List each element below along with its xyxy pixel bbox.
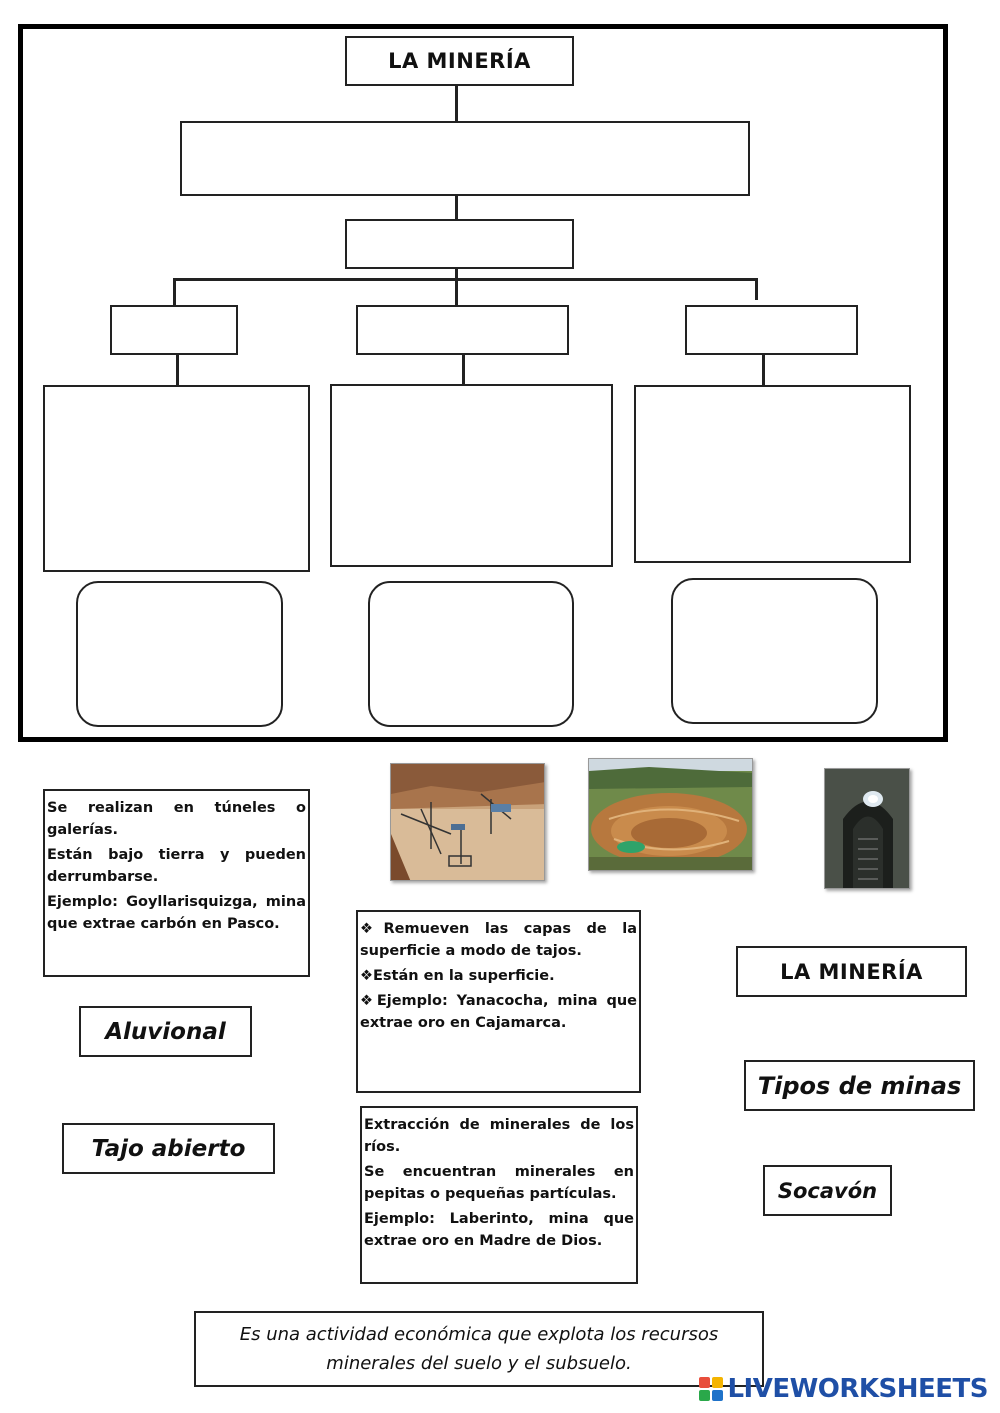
concept-map-title: LA MINERÍA xyxy=(345,36,574,86)
drop-box-description-2[interactable] xyxy=(330,384,613,567)
drop-box-category[interactable] xyxy=(345,219,574,269)
drop-box-type-3[interactable] xyxy=(685,305,858,355)
image-socavon-mining[interactable] xyxy=(824,768,910,889)
card-text: ❖Remueven las capas de la superficie a modo de tajos. xyxy=(360,921,637,959)
alluvial-mining-photo-icon xyxy=(391,764,545,881)
image-aluvional-mining[interactable] xyxy=(390,763,545,881)
card-la-mineria-label[interactable]: LA MINERÍA xyxy=(736,946,967,997)
card-text: Están bajo tierra y pueden derrumbarse. xyxy=(47,847,306,885)
brand-name: LIVEWORKSHEETS xyxy=(727,1374,988,1404)
connector xyxy=(462,354,465,385)
connector xyxy=(173,278,176,306)
connector xyxy=(176,354,179,386)
card-tajo-description[interactable] xyxy=(356,910,641,1093)
drop-box-description-3[interactable] xyxy=(634,385,911,563)
card-text: Extracción de minerales de los ríos. xyxy=(364,1117,634,1155)
card-definition[interactable]: Es una actividad económica que explota los recursos minerales del suelo y el subsuelo. xyxy=(194,1311,764,1387)
tunnel-mining-photo-icon xyxy=(825,769,910,889)
connector xyxy=(762,354,765,386)
drop-box-definition[interactable] xyxy=(180,121,750,196)
open-pit-mining-photo-icon xyxy=(589,759,753,871)
drop-box-type-1[interactable] xyxy=(110,305,238,355)
card-aluvional-description[interactable] xyxy=(360,1106,638,1284)
connector xyxy=(455,86,458,122)
drop-box-description-1[interactable] xyxy=(43,385,310,572)
drop-box-image-1[interactable] xyxy=(76,581,283,727)
liveworksheets-logo-icon xyxy=(699,1377,723,1401)
card-text: Ejemplo: Laberinto, mina que extrae oro en Madre de Dios. xyxy=(364,1211,634,1249)
card-text: Se encuentran minerales en pepitas o pequeñas partículas. xyxy=(364,1164,634,1202)
drop-box-image-2[interactable] xyxy=(368,581,574,727)
connector xyxy=(455,268,458,306)
card-tajo-abierto-label[interactable]: Tajo abierto xyxy=(62,1123,275,1174)
card-text: ❖Ejemplo: Yanacocha, mina que extrae oro en Cajamarca. xyxy=(360,993,637,1031)
card-socavon-description[interactable] xyxy=(43,789,310,977)
connector xyxy=(173,278,757,281)
card-text: ❖Están en la superficie. xyxy=(360,968,555,984)
card-text: Ejemplo: Goyllarisquizga, mina que extrae carbón en Pasco. xyxy=(47,894,306,932)
drop-box-image-3[interactable] xyxy=(671,578,878,724)
drop-box-type-2[interactable] xyxy=(356,305,569,355)
image-tajo-abierto-mining[interactable] xyxy=(588,758,753,871)
card-text: Se realizan en túneles o galerías. xyxy=(47,800,306,838)
connector xyxy=(755,278,758,300)
liveworksheets-logo xyxy=(699,1374,988,1404)
card-socavon-label[interactable]: Socavón xyxy=(763,1165,892,1216)
card-aluvional-label[interactable]: Aluvional xyxy=(79,1006,252,1057)
card-tipos-de-minas-label[interactable]: Tipos de minas xyxy=(744,1060,975,1111)
